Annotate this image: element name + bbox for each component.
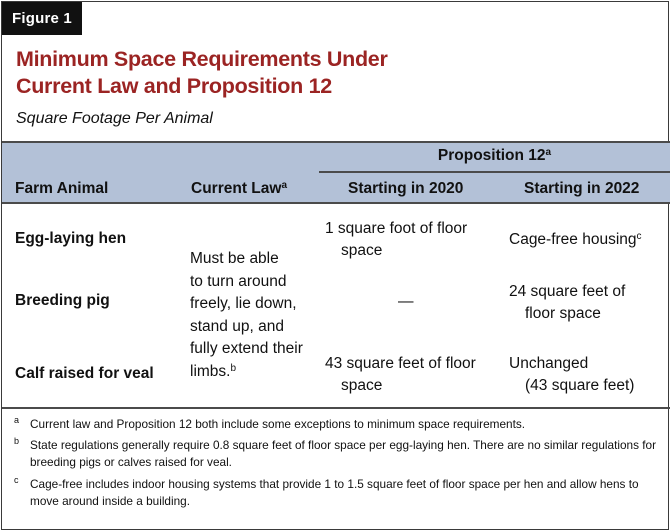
cell-calf-2022 bbox=[509, 353, 634, 397]
figure-subtitle: Square Footage Per Animal bbox=[16, 110, 213, 127]
row-label-calf-raised-for-veal: Calf raised for veal bbox=[15, 365, 154, 382]
current-law-line-3: freely, lie down, bbox=[190, 295, 297, 312]
cell-hen-2022 bbox=[509, 229, 642, 251]
cell-pig-2022 bbox=[509, 281, 625, 325]
starting-2022-header: Starting in 2022 bbox=[524, 180, 640, 197]
current-law-footnote-mark: a bbox=[281, 180, 287, 191]
current-law-text-footnote-mark: b bbox=[230, 362, 237, 374]
footnote-c bbox=[14, 476, 659, 510]
cell-hen-2020 bbox=[325, 218, 467, 262]
cell-pig-2022-line-1: 24 square feet of bbox=[509, 283, 626, 300]
proposition-footnote-mark: a bbox=[545, 147, 552, 158]
current-law-header-label: Current Law bbox=[191, 180, 282, 197]
title-line-1: Minimum Space Requirements Under bbox=[16, 47, 388, 71]
footnote-b-text: State regulations generally require 0.8 square feet of floor space per egg-laying hen. There are no similar regulations for breeding pigs or calves raised for veal. bbox=[30, 438, 657, 469]
footnote-c-mark: c bbox=[14, 475, 19, 485]
current-law-line-1: Must be able bbox=[190, 250, 279, 267]
figure-title bbox=[16, 46, 616, 100]
farm-animal-header: Farm Animal bbox=[15, 180, 109, 197]
footnote-a-text: Current law and Proposition 12 both include some exceptions to minimum space requirements. bbox=[30, 417, 526, 431]
cell-calf-2022-line-2: (43 square feet) bbox=[525, 377, 635, 394]
cell-calf-2020-line-1: 43 square feet of floor bbox=[325, 355, 476, 372]
cell-hen-2020-line-2: space bbox=[341, 242, 383, 259]
figure-frame bbox=[1, 1, 669, 530]
footnote-b-mark: b bbox=[14, 436, 20, 446]
footnote-a-mark: a bbox=[14, 415, 20, 425]
current-law-line-4: stand up, and bbox=[190, 317, 284, 335]
row-label-egg-laying-hen: Egg-laying hen bbox=[15, 230, 127, 247]
footnote-a bbox=[14, 416, 659, 433]
current-law-line-6-text: limbs. bbox=[190, 362, 231, 380]
current-law-cell bbox=[190, 248, 320, 383]
cell-hen-2022-text: Cage-free housing bbox=[509, 231, 637, 248]
title-line-2: Current Law and Proposition 12 bbox=[16, 74, 332, 98]
current-law-line-6 bbox=[190, 361, 320, 384]
figure-label: Figure 1 bbox=[2, 2, 82, 35]
proposition-header bbox=[319, 147, 670, 165]
footnote-b bbox=[14, 437, 659, 471]
row-label-breeding-pig: Breeding pig bbox=[15, 292, 110, 309]
current-law-line-2: to turn around bbox=[190, 272, 287, 290]
cell-hen-2022-footnote-mark: c bbox=[636, 231, 642, 242]
proposition-header-rule bbox=[319, 171, 670, 173]
current-law-line-5: fully extend their bbox=[190, 340, 303, 357]
cell-pig-2022-line-2: floor space bbox=[525, 305, 601, 322]
cell-calf-2020 bbox=[325, 353, 476, 397]
cell-hen-2020-line-1: 1 square foot of floor bbox=[325, 220, 468, 237]
starting-2020-header: Starting in 2020 bbox=[348, 180, 464, 197]
cell-calf-2020-line-2: space bbox=[341, 377, 383, 394]
cell-calf-2022-line-1: Unchanged bbox=[509, 355, 589, 372]
proposition-header-label: Proposition 12 bbox=[437, 147, 546, 164]
cell-pig-2020: — bbox=[398, 293, 414, 310]
footnote-c-text: Cage-free includes indoor housing systems that provide 1 to 1.5 square feet of floor space per hen and allow hens to move around inside a building. bbox=[30, 477, 639, 508]
notes-divider bbox=[2, 407, 670, 409]
current-law-header bbox=[191, 180, 287, 198]
